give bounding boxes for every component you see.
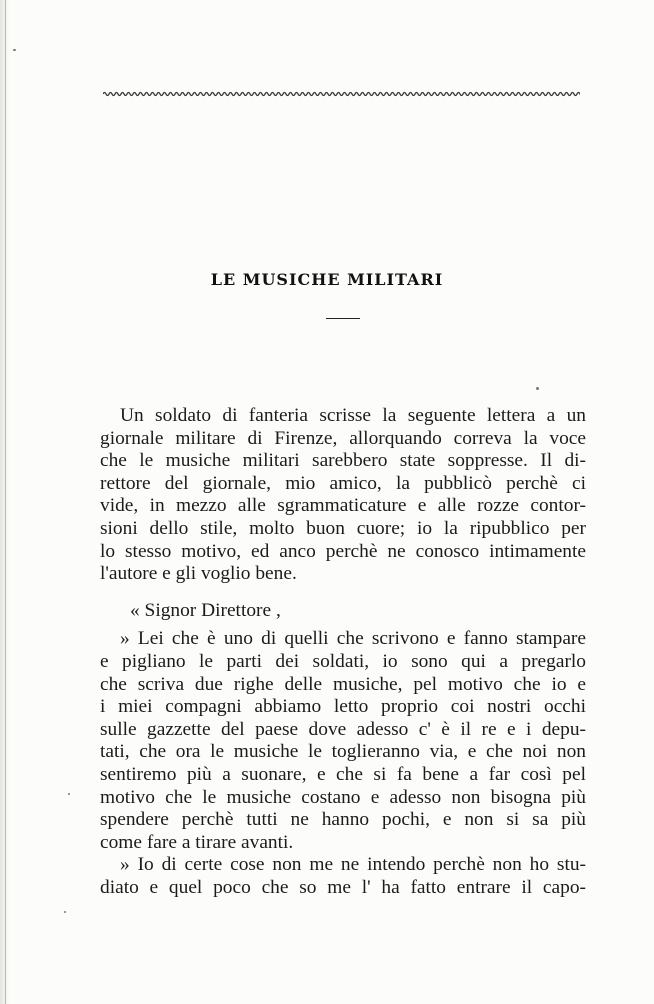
text-line: come fare a tirare avanti. <box>100 831 294 853</box>
paragraph-gap <box>100 586 586 600</box>
text-line: che scriva due righe delle musiche, pel motivo che io e <box>100 673 586 695</box>
text-line: che le musiche militari sarebbero state soppresse. Il di- <box>100 450 586 472</box>
text-line: » Lei che è uno di quelli che scrivono e fanno stampare <box>120 628 586 650</box>
text-line: diato e quel poco che so me l' ha fatto entrare il capo- <box>100 876 586 898</box>
ink-speck <box>68 793 70 795</box>
text-line: » Io di certe cose non me ne intendo perchè non ho stu- <box>120 854 586 876</box>
text-line: tati, che ora le musiche le toglieranno via, e che noi non <box>100 741 586 763</box>
text-line: vide, in mezzo alle sgrammaticature e alle rozze contor- <box>100 495 586 517</box>
text-line: lo stesso motivo, ed anco perchè ne conosco intimamente <box>100 540 586 562</box>
text-line: Un soldato di fanteria scrisse la seguente lettera a un <box>120 405 586 426</box>
ink-speck <box>13 49 16 51</box>
chapter-title: LE MUSICHE MILITARI <box>210 270 444 289</box>
text-line: l'autore e gli voglio bene. <box>100 563 297 585</box>
ink-speck <box>536 387 539 390</box>
text-line: motivo che le musiche costano e adesso non bisogna più <box>100 786 586 808</box>
intro-paragraph <box>100 405 586 586</box>
letter-salutation: « Signor Direttore , <box>130 599 281 621</box>
body-text <box>100 405 586 899</box>
text-line: sentiremo più a suonare, e che si fa bene a far così pel <box>100 763 586 785</box>
title-underline-rule <box>326 318 360 319</box>
text-line: giornale militare di Firenze, allorquando correva la voce <box>100 427 586 449</box>
text-line: i miei compagni abbiamo letto proprio coi nostri occhi <box>100 696 586 718</box>
page-binding-line <box>5 0 6 1004</box>
ink-speck <box>64 911 66 913</box>
letter-paragraph-2 <box>100 854 586 899</box>
text-line: spendere perchè tutti ne hanno pochi, e non si sa più <box>100 809 586 831</box>
text-line: e pigliano le parti dei soldati, io sono qui a pregarlo <box>100 650 586 672</box>
text-line: sulle gazzette del paese dove adesso c' è il re e i depu- <box>100 718 586 740</box>
text-line: rettore del giornale, mio amico, la pubblicò perchè ci <box>100 472 586 494</box>
letter-paragraph-1 <box>100 628 586 854</box>
text-line: sioni dello stile, molto buon cuore; io la ripubblico per <box>100 517 586 539</box>
decorative-wavy-rule <box>103 90 580 98</box>
